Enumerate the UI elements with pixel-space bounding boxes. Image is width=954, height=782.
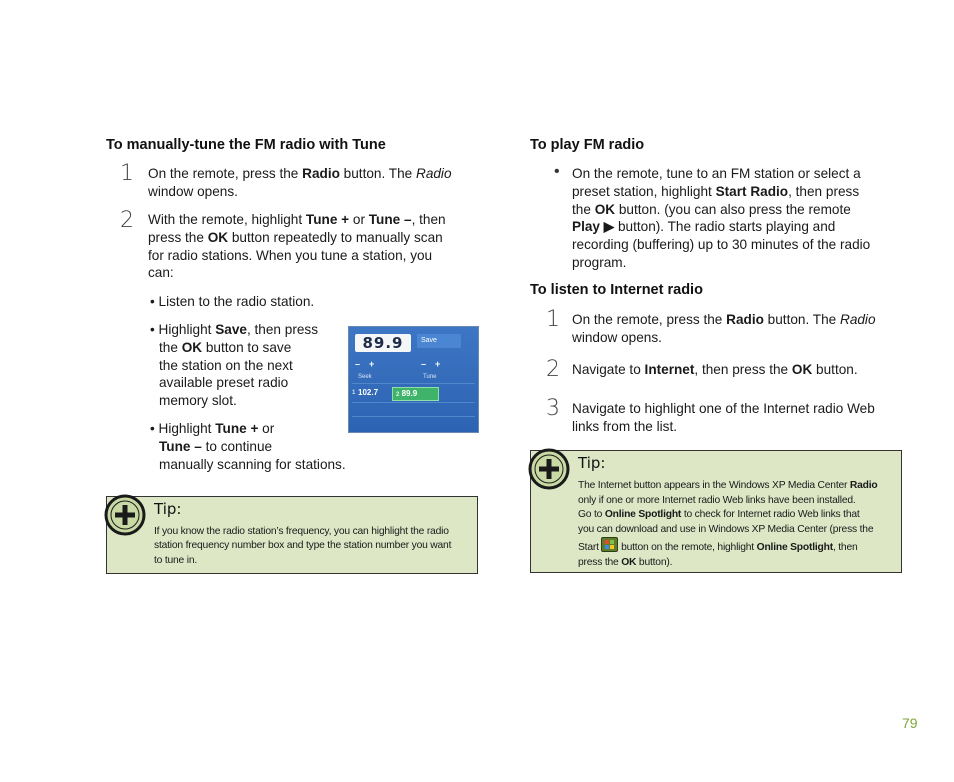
- section-heading-play-fm: To play FM radio: [530, 137, 645, 153]
- seek-label: Seek: [358, 374, 372, 380]
- tune-label: Tune: [423, 374, 437, 380]
- bullet-listen: • Listen to the radio station.: [150, 294, 315, 309]
- seek-plus: +: [369, 359, 375, 369]
- seek-minus: –: [355, 359, 361, 369]
- divider: [352, 402, 475, 403]
- divider: [352, 383, 475, 384]
- preset-2-highlighted: 2 89.9: [392, 387, 439, 401]
- preset-1: 102.7: [358, 388, 379, 397]
- step-1-text: On the remote, press the Radio button. The Radio window opens.: [148, 166, 452, 199]
- tip-text: If you know the radio station’s frequency, you can highlight the radio station frequency number box and type the station number you want to tune in.: [154, 526, 452, 566]
- section-heading-internet-radio: To listen to Internet radio: [530, 282, 703, 298]
- tip-box-left: [106, 496, 478, 574]
- step-number-1: 1: [120, 161, 134, 186]
- frequency-display: 89.9: [355, 334, 411, 352]
- bullet-tune: • Highlight Tune + or Tune – to continue manually scanning for stations.: [150, 421, 346, 472]
- step-2-text: Navigate to Internet, then press the OK button.: [572, 362, 858, 377]
- bullet-save: • Highlight Save, then press the OK button to save the station on the next available preset radio memory slot.: [150, 322, 318, 409]
- step-number-2: 2: [120, 208, 134, 233]
- play-fm-text: On the remote, tune to an FM station or select a preset station, highlight Start Radio, then press the OK button. (you can also press the remote Play ▶ button). The radio starts playing and recording (buffering) up to 30 minutes of the radio program.: [572, 166, 871, 270]
- page-number: 79: [902, 715, 918, 731]
- save-button: Save: [417, 334, 461, 348]
- tip-title: Tip:: [154, 500, 182, 518]
- step-number-1: 1: [546, 307, 560, 332]
- step-number-2: 2: [546, 357, 560, 382]
- tune-plus: +: [435, 359, 441, 369]
- bullet-mark: •: [554, 163, 560, 180]
- radio-window-screenshot: [348, 326, 479, 433]
- plus-circle-icon: [103, 493, 147, 537]
- tune-minus: –: [421, 359, 427, 369]
- preset-index-1: 1: [352, 390, 356, 396]
- step-2-text: With the remote, highlight Tune + or Tune –, then press the OK button repeatedly to manually scan for radio stations. When you tune a station, you can:: [148, 212, 446, 281]
- tip-title: Tip:: [578, 454, 606, 472]
- start-button-icon: [601, 537, 618, 552]
- tip-box-right: [530, 450, 902, 573]
- plus-circle-icon: [527, 447, 571, 491]
- step-1-text: On the remote, press the Radio button. The Radio window opens.: [572, 312, 876, 345]
- section-heading-manual-tune: To manually-tune the FM radio with Tune: [106, 137, 386, 153]
- divider: [352, 416, 475, 417]
- step-3-text: Navigate to highlight one of the Internet radio Web links from the list.: [572, 401, 875, 434]
- step-number-3: 3: [546, 396, 560, 421]
- tip-text: The Internet button appears in the Windows XP Media Center Radio only if one or more Internet radio Web links have been installed. Go to Online Spotlight to check for Internet radio Web links that you can download and use in Windows XP Media Center (press the Start button on the remote, highlight Online Spotlight, then press the OK button).: [578, 480, 878, 568]
